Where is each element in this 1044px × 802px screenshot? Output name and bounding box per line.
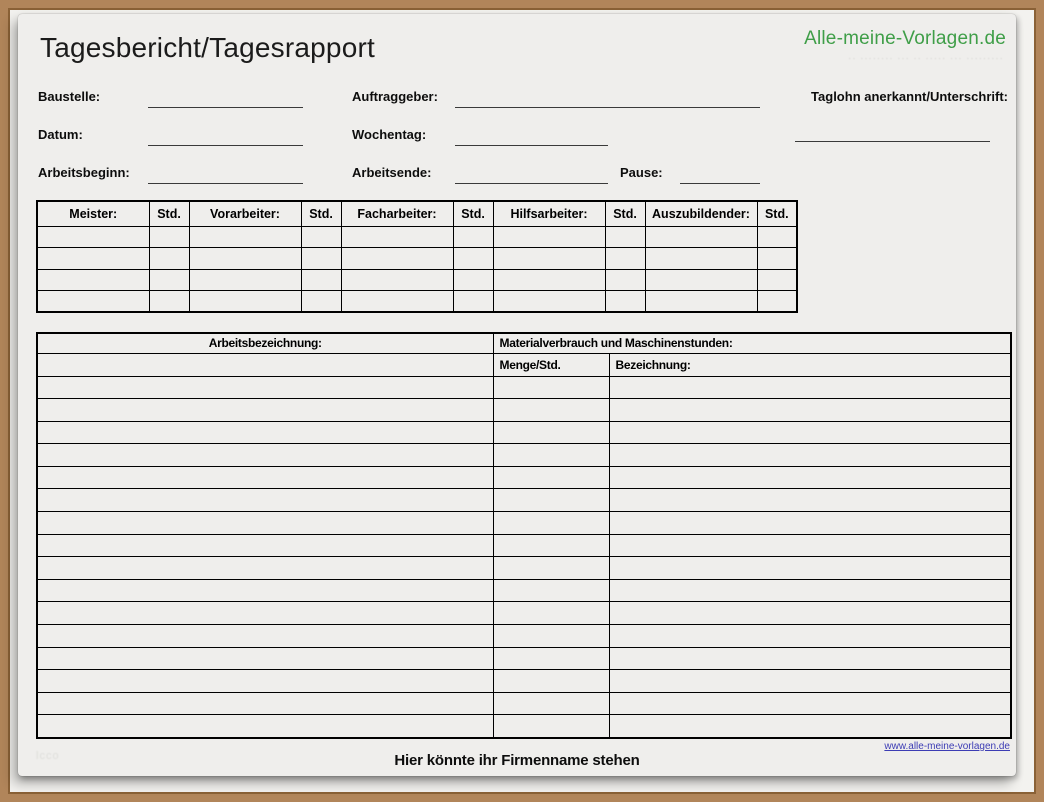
brand-logo: Alle-meine-Vorlagen.de <box>804 28 1006 49</box>
empty-cell <box>301 226 341 248</box>
empty-cell <box>37 466 493 489</box>
empty-cell <box>37 248 149 270</box>
empty-cell <box>609 715 1011 738</box>
empty-cell <box>301 291 341 313</box>
empty-cell <box>493 248 605 270</box>
empty-cell <box>493 647 609 670</box>
table-row <box>37 248 797 270</box>
empty-cell <box>453 269 493 291</box>
website-link[interactable]: www.alle-meine-vorlagen.de <box>884 741 1010 752</box>
wochentag-field-line <box>455 145 608 146</box>
work-table-header-row <box>37 333 1011 353</box>
empty-cell <box>645 291 757 313</box>
menge-std-header: Menge/Std. <box>493 353 609 376</box>
column-header: Std. <box>301 201 341 226</box>
staff-table-header-row <box>37 201 797 226</box>
empty-cell <box>37 444 493 467</box>
table-row <box>37 421 1011 444</box>
column-header: Std. <box>453 201 493 226</box>
column-header: Std. <box>149 201 189 226</box>
taglohn-signature-line <box>795 141 990 142</box>
empty-cell <box>609 625 1011 648</box>
table-row <box>37 692 1011 715</box>
empty-cell <box>493 534 609 557</box>
pause-field-line <box>680 183 760 184</box>
empty-cell <box>609 512 1011 535</box>
empty-cell <box>189 269 301 291</box>
empty-cell <box>189 291 301 313</box>
column-header: Auszubildender: <box>645 201 757 226</box>
column-header: Facharbeiter: <box>341 201 453 226</box>
empty-cell <box>757 226 797 248</box>
empty-cell <box>493 466 609 489</box>
empty-cell <box>609 466 1011 489</box>
empty-cell <box>149 248 189 270</box>
table-row <box>37 489 1011 512</box>
empty-cell <box>301 248 341 270</box>
document-sheet <box>18 14 1016 776</box>
empty-cell <box>493 625 609 648</box>
table-row <box>37 466 1011 489</box>
table-row <box>37 269 797 291</box>
empty-cell <box>493 399 609 422</box>
empty-cell <box>37 715 493 738</box>
column-header: Std. <box>605 201 645 226</box>
corner-watermark: lcco <box>36 750 60 762</box>
baustelle-label: Baustelle: <box>38 89 101 104</box>
empty-cell <box>493 512 609 535</box>
column-header: Vorarbeiter: <box>189 201 301 226</box>
table-row <box>37 625 1011 648</box>
empty-cell <box>493 489 609 512</box>
empty-cell <box>189 248 301 270</box>
empty-cell <box>453 248 493 270</box>
empty-cell <box>453 226 493 248</box>
arbeitsbeginn-label: Arbeitsbeginn: <box>38 165 130 180</box>
arbeitsbeginn-field-line <box>148 183 303 184</box>
empty-cell <box>605 269 645 291</box>
empty-cell <box>609 534 1011 557</box>
table-row <box>37 579 1011 602</box>
empty-cell <box>37 353 493 376</box>
empty-cell <box>609 647 1011 670</box>
empty-cell <box>341 291 453 313</box>
empty-cell <box>609 670 1011 693</box>
empty-cell <box>609 399 1011 422</box>
auftraggeber-label: Auftraggeber: <box>352 89 438 104</box>
table-row <box>37 534 1011 557</box>
empty-cell <box>37 489 493 512</box>
empty-cell <box>609 444 1011 467</box>
empty-cell <box>493 715 609 738</box>
empty-cell <box>453 291 493 313</box>
empty-cell <box>149 269 189 291</box>
empty-cell <box>341 269 453 291</box>
empty-cell <box>493 692 609 715</box>
empty-cell <box>37 421 493 444</box>
empty-cell <box>757 248 797 270</box>
empty-cell <box>301 269 341 291</box>
arbeitsende-field-line <box>455 183 608 184</box>
taglohn-label: Taglohn anerkannt/Unterschrift: <box>811 89 1008 104</box>
empty-cell <box>37 557 493 580</box>
table-row <box>37 715 1011 738</box>
empty-cell <box>493 444 609 467</box>
table-row <box>37 291 797 313</box>
table-row <box>37 670 1011 693</box>
empty-cell <box>605 248 645 270</box>
empty-cell <box>37 291 149 313</box>
empty-cell <box>37 226 149 248</box>
empty-cell <box>609 579 1011 602</box>
empty-cell <box>149 226 189 248</box>
table-row <box>37 226 797 248</box>
pause-label: Pause: <box>620 165 663 180</box>
table-row <box>37 602 1011 625</box>
page-title: Tagesbericht/Tagesrapport <box>40 32 375 63</box>
empty-cell <box>37 512 493 535</box>
materialverbrauch-header: Materialverbrauch und Maschinenstunden: <box>493 333 1011 353</box>
empty-cell <box>493 269 605 291</box>
empty-cell <box>493 376 609 399</box>
empty-cell <box>645 269 757 291</box>
empty-cell <box>37 376 493 399</box>
empty-cell <box>493 602 609 625</box>
company-name-placeholder: Hier könnte ihr Firmenname stehen <box>394 752 640 769</box>
empty-cell <box>609 421 1011 444</box>
empty-cell <box>493 291 605 313</box>
empty-cell <box>493 670 609 693</box>
empty-cell <box>605 226 645 248</box>
empty-cell <box>493 557 609 580</box>
datum-field-line <box>148 145 303 146</box>
empty-cell <box>757 291 797 313</box>
arbeitsbezeichnung-header: Arbeitsbezeichnung: <box>37 333 493 353</box>
empty-cell <box>609 557 1011 580</box>
table-row <box>37 399 1011 422</box>
datum-label: Datum: <box>38 127 83 142</box>
empty-cell <box>37 670 493 693</box>
column-header: Std. <box>757 201 797 226</box>
empty-cell <box>609 692 1011 715</box>
work-table-subheader-row <box>37 353 1011 376</box>
arbeitsende-label: Arbeitsende: <box>352 165 432 180</box>
empty-cell <box>645 226 757 248</box>
table-row <box>37 444 1011 467</box>
table-row <box>37 557 1011 580</box>
bezeichnung-header: Bezeichnung: <box>609 353 1011 376</box>
wochentag-label: Wochentag: <box>352 127 427 142</box>
empty-cell <box>149 291 189 313</box>
table-row <box>37 647 1011 670</box>
table-row <box>37 376 1011 399</box>
column-header: Hilfsarbeiter: <box>493 201 605 226</box>
empty-cell <box>37 534 493 557</box>
brand-tagline: ·· ········ ··· ·· ····· ··· ········· <box>848 54 1004 63</box>
work-material-table <box>36 332 1012 739</box>
empty-cell <box>609 376 1011 399</box>
empty-cell <box>37 399 493 422</box>
empty-cell <box>645 248 757 270</box>
column-header: Meister: <box>37 201 149 226</box>
empty-cell <box>609 489 1011 512</box>
empty-cell <box>605 291 645 313</box>
empty-cell <box>493 226 605 248</box>
empty-cell <box>37 579 493 602</box>
baustelle-field-line <box>148 107 303 108</box>
empty-cell <box>609 602 1011 625</box>
empty-cell <box>37 692 493 715</box>
empty-cell <box>341 248 453 270</box>
empty-cell <box>189 226 301 248</box>
empty-cell <box>37 602 493 625</box>
staff-hours-table <box>36 200 798 313</box>
empty-cell <box>493 421 609 444</box>
empty-cell <box>37 269 149 291</box>
empty-cell <box>757 269 797 291</box>
empty-cell <box>341 226 453 248</box>
auftraggeber-field-line <box>455 107 760 108</box>
empty-cell <box>37 647 493 670</box>
empty-cell <box>37 625 493 648</box>
table-row <box>37 512 1011 535</box>
empty-cell <box>493 579 609 602</box>
